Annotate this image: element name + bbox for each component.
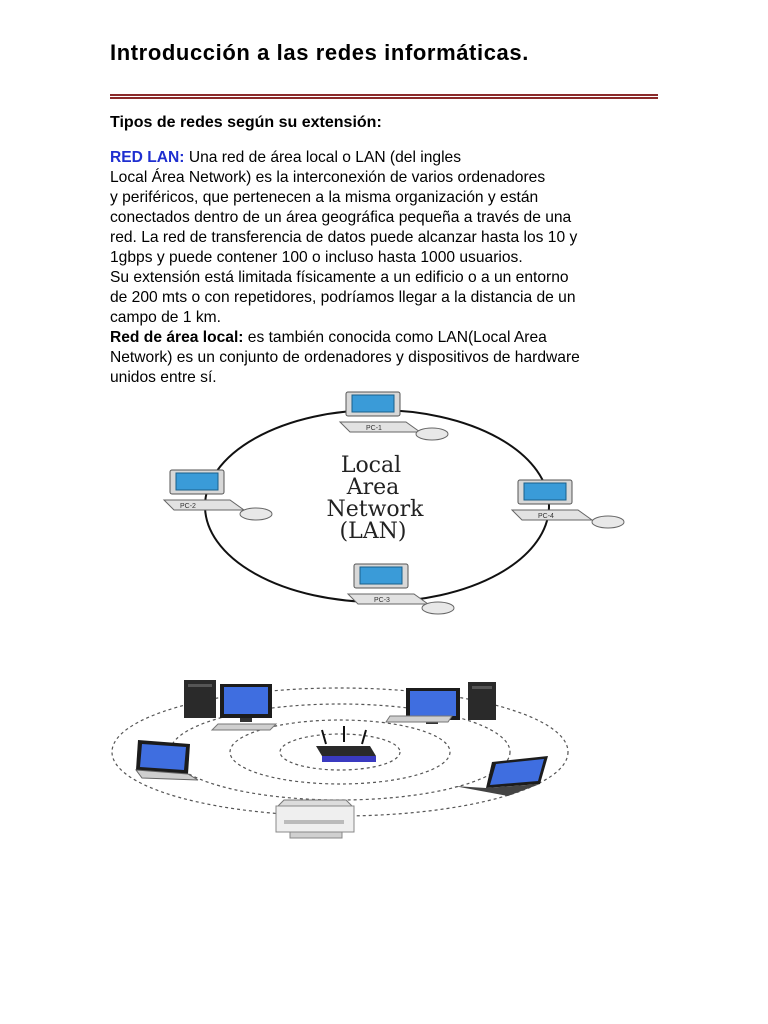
ring-center-line: Network: [326, 497, 424, 522]
ring-center-line: Area: [346, 475, 400, 500]
paragraph-1-first-line-text: Una red de área local o LAN (del ingles: [184, 149, 462, 166]
paragraph-2-line: Network) es un conjunto de ordenadores y dispositivos de hardware: [110, 349, 580, 366]
paragraph-1-line: 1gbps y puede contener 100 o incluso hasta 1000 usuarios.: [110, 249, 523, 266]
paragraph-1-line: campo de 1 km.: [110, 309, 221, 326]
section-heading: Tipos de redes según su extensión:: [110, 114, 382, 131]
lan-ring-svg: [160, 388, 630, 618]
ring-center-line: Local: [340, 453, 402, 478]
laptop-icon: [136, 740, 198, 780]
laptop-icon: [454, 756, 548, 796]
page-title: Introducción a las redes informáticas.: [110, 40, 529, 65]
paragraph-2-first-line-text: es también conocida como LAN(Local Area: [243, 329, 547, 346]
body-text: [110, 148, 670, 388]
pc-label: PC-3: [374, 597, 390, 604]
lan-ring-diagram: [160, 388, 630, 618]
wireless-router-icon: [316, 726, 376, 762]
title-divider: [110, 94, 658, 99]
pc-label: PC-2: [180, 503, 196, 510]
paragraph-1-line: red. La red de transferencia de datos puede alcanzar hasta los 10 y: [110, 229, 578, 246]
red-area-local-label: Red de área local:: [110, 329, 244, 346]
wireless-lan-illustration: [108, 660, 576, 842]
red-lan-label: RED LAN:: [110, 149, 185, 166]
paragraph-1-line: Local Área Network) es la interconexión de varios ordenadores: [110, 169, 546, 186]
paragraph-2-line: unidos entre sí.: [110, 369, 217, 386]
paragraph-1-line: Su extensión está limitada físicamente a un edificio o a un entorno: [110, 269, 569, 286]
computer-icon: [348, 564, 454, 614]
wireless-lan-svg: [108, 660, 576, 842]
desktop-computer-icon: [184, 680, 276, 730]
computer-icon: [512, 480, 624, 528]
ring-center-line: (LAN): [339, 519, 407, 544]
printer-icon: [276, 800, 354, 838]
pc-label: PC-1: [366, 425, 382, 432]
pc-label: PC-4: [538, 513, 554, 520]
paragraph-1-line: conectados dentro de un área geográfica pequeña a través de una: [110, 209, 572, 226]
paragraph-1-line: y periféricos, que pertenecen a la misma organización y están: [110, 189, 539, 206]
desktop-computer-icon: [386, 682, 496, 724]
paragraph-2-first-line: [110, 328, 670, 348]
paragraph-1-line: de 200 mts o con repetidores, podríamos llegar a la distancia de un: [110, 289, 576, 306]
paragraph-1-first-line: [110, 148, 670, 168]
computer-icon: [164, 470, 272, 520]
